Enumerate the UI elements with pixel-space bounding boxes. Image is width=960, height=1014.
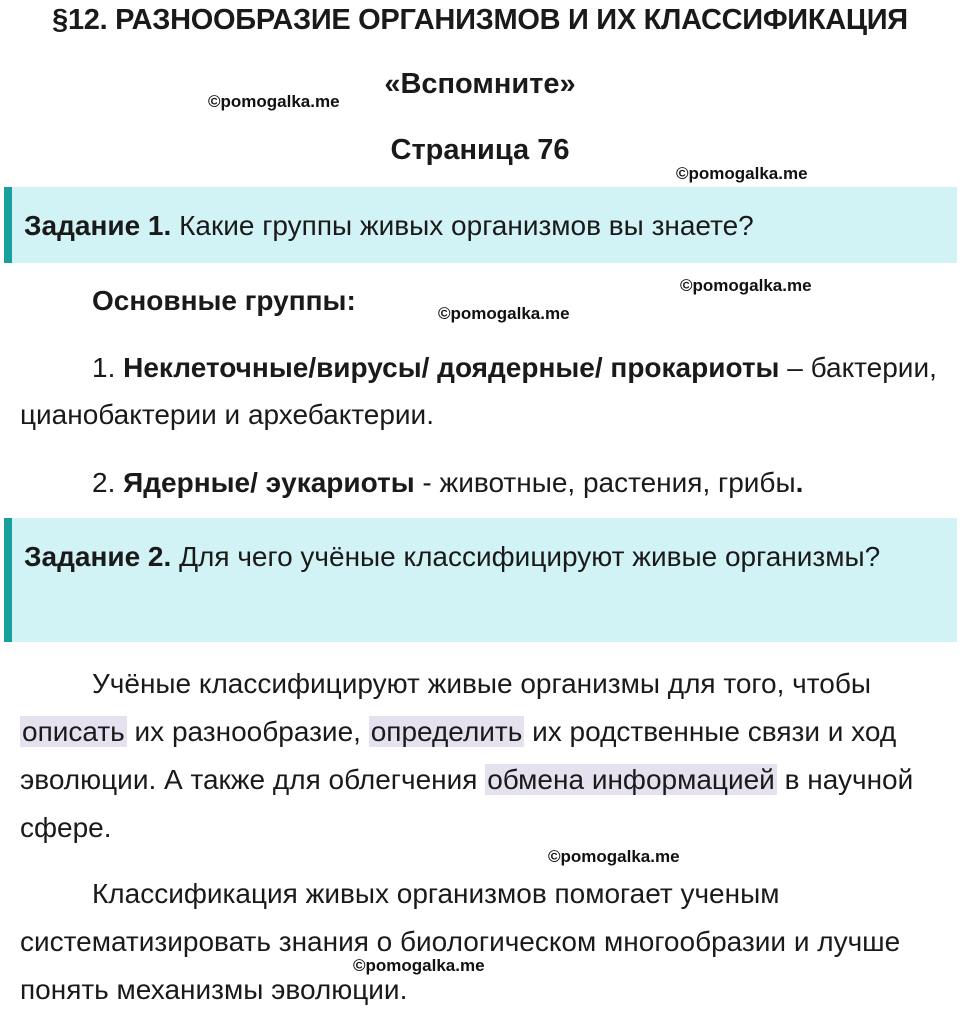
watermark: ©pomogalka.me — [676, 164, 808, 183]
task-1-box — [4, 187, 957, 263]
answer-2-paragraph-2: Классификация живых организмов помогает ученым систематизировать знания о биологическом многообразии и лучше понять механизмы эволюции. — [20, 878, 901, 1005]
task-2-label: Задание 2. — [24, 541, 172, 572]
task-2-question: Для чего учёные классифицируют живые организмы? — [171, 541, 881, 572]
task-2-box — [4, 518, 957, 642]
highlight-exchange: обмена информацией — [487, 764, 775, 795]
page-number-heading: Страница 76 — [390, 134, 570, 166]
watermark: ©pomogalka.me — [548, 847, 680, 866]
answer-1-item-1: 1. Неклеточные/вирусы/ доядерные/ прокариоты – бактерии, цианобактерии и архебактерии. — [20, 352, 937, 430]
watermark: ©pomogalka.me — [680, 276, 812, 295]
watermark: ©pomogalka.me — [438, 304, 570, 323]
watermark: ©pomogalka.me — [208, 92, 340, 111]
page-title: §12. РАЗНООБРАЗИЕ ОРГАНИЗМОВ И ИХ КЛАССИФИКАЦИЯ — [52, 4, 908, 36]
section-subtitle: «Вспомните» — [384, 68, 576, 100]
watermark: ©pomogalka.me — [353, 956, 485, 975]
highlight-determine: определить — [370, 716, 523, 747]
answer-1-heading: Основные группы: — [92, 285, 356, 316]
highlight-describe: описать — [22, 716, 125, 747]
answer-2-paragraph-1: Учёные классифицируют живые организмы для того, чтобы описать их разнообразие, определить их родственные связи и ход эволюции. А также для облегчения обмена информацией в научной сфере. — [20, 668, 914, 843]
task-1-question: Какие группы живых организмов вы знаете? — [171, 210, 754, 241]
task-1-label: Задание 1. — [24, 210, 172, 241]
answer-1-item-2: 2. Ядерные/ эукариоты - животные, растения, грибы. — [92, 467, 804, 498]
